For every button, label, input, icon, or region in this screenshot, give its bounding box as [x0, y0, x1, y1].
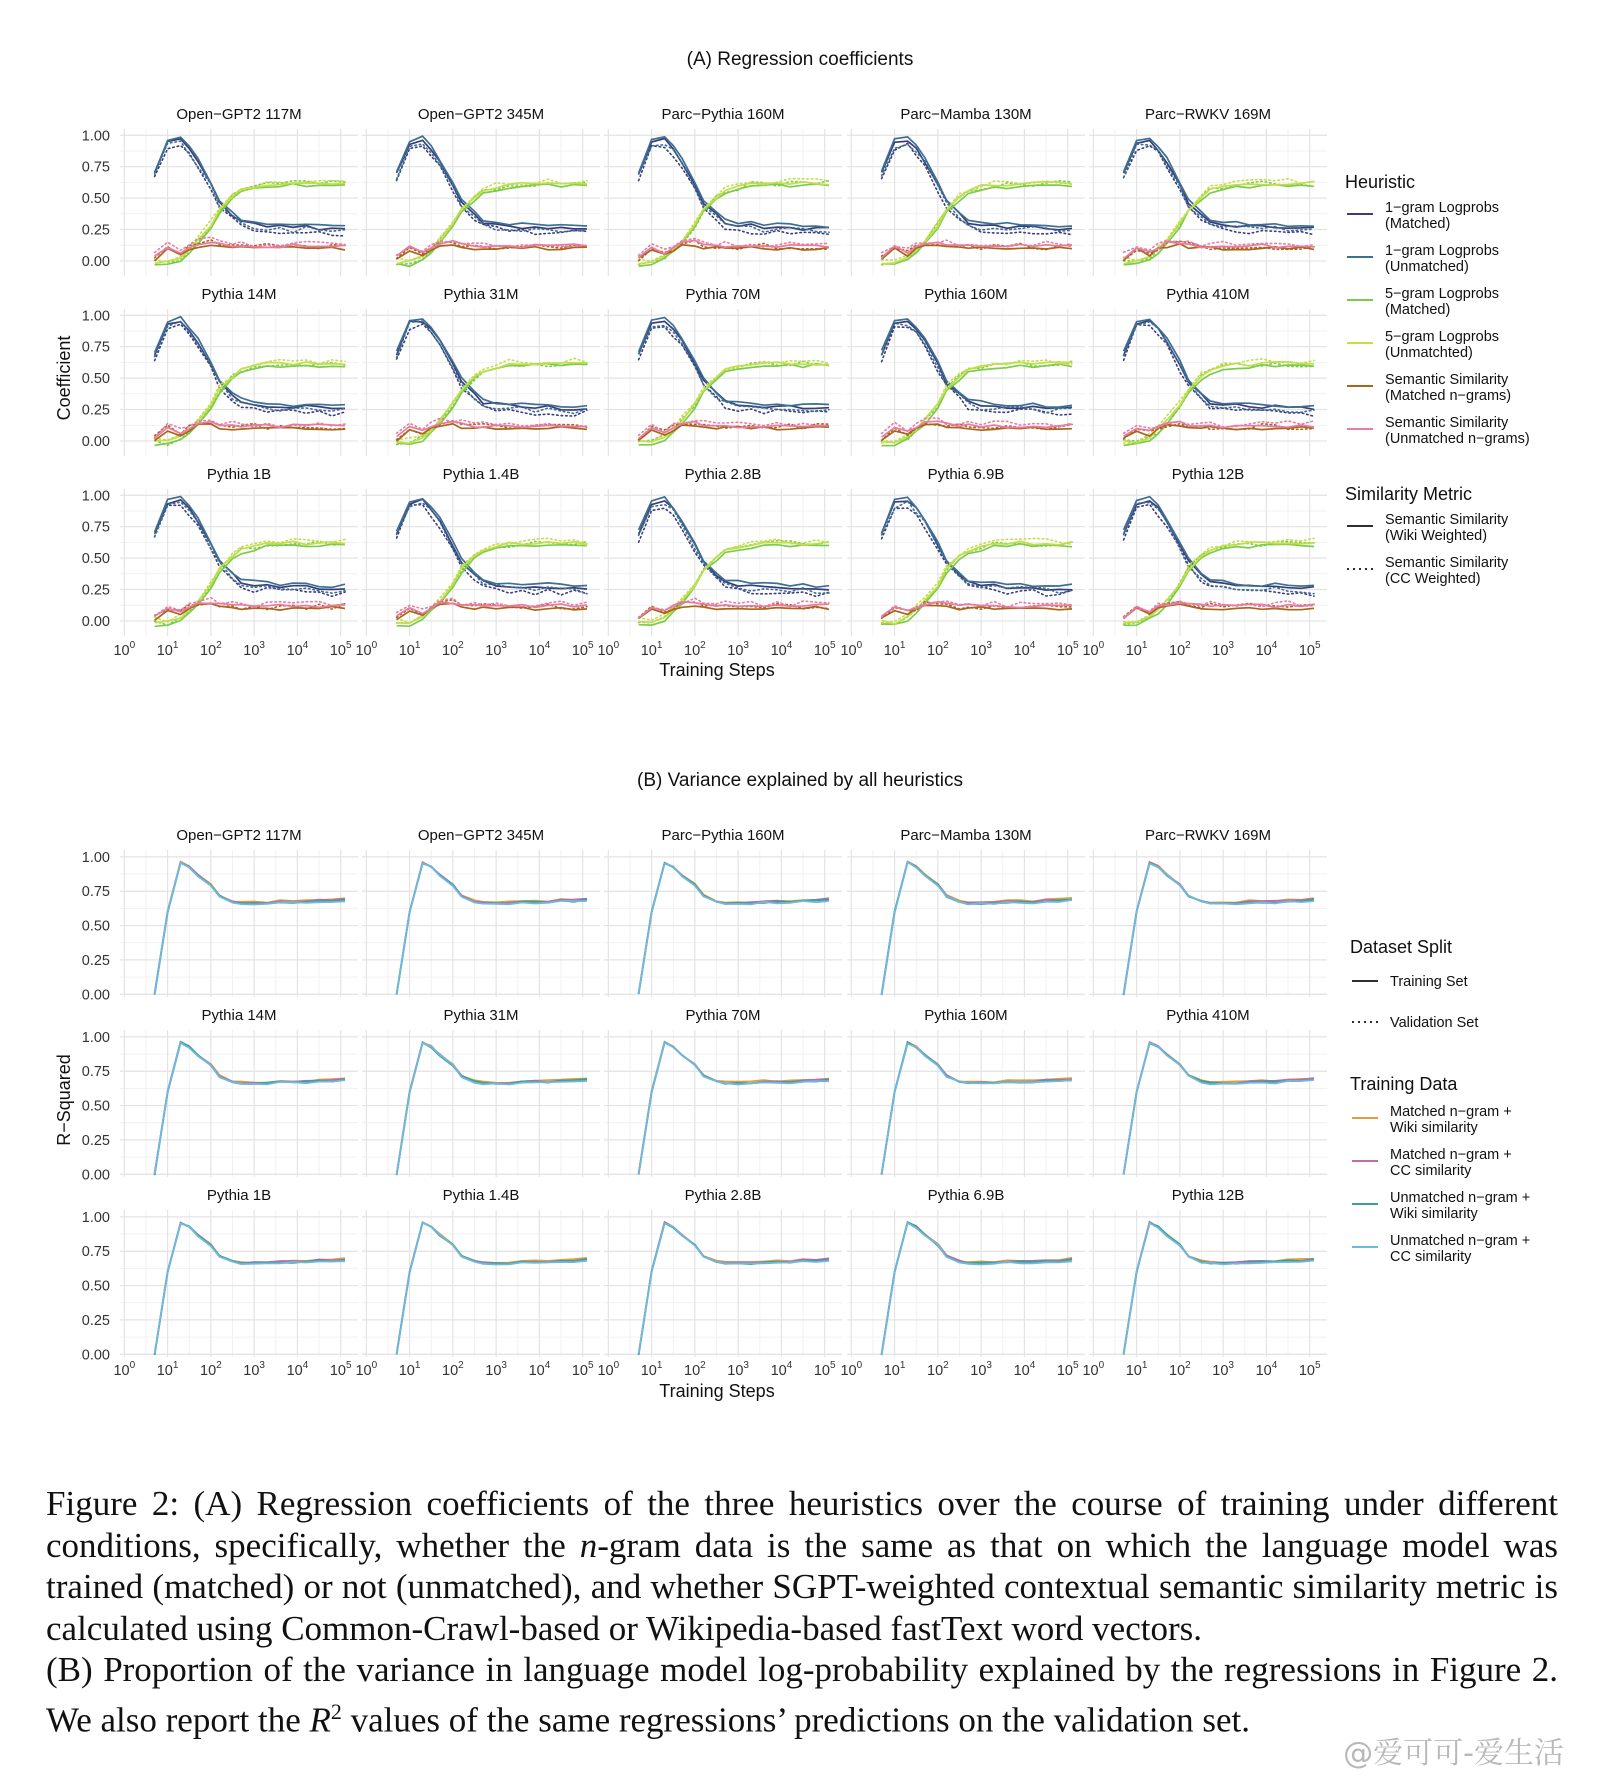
legend-title: Training Data	[1350, 1074, 1458, 1094]
caption-text-b: -gram data is the same as that on which the language model was trained (matched) or not (unmatched), and whether SGPT-weighted contextual semantic similarity metric is calculated using Common-Crawl-based or Wikipedia-based fastText word vectors.	[46, 1525, 1558, 1648]
x-tick-label: $10^2$	[927, 1360, 949, 1379]
y-tick-label: 0.25	[81, 952, 110, 969]
x-tick-label: $10^4$	[1013, 640, 1036, 659]
x-tick-label: $10^1$	[156, 640, 179, 659]
x-tick-label: $10^4$	[770, 1360, 793, 1379]
facet-title: Parc−RWKV 169M	[1144, 106, 1272, 123]
watermark: @爱可可-爱生活	[1343, 1736, 1564, 1771]
x-tick-label: $10^2$	[1169, 1360, 1191, 1379]
y-tick-label: 0.50	[81, 918, 110, 935]
y-tick-label: 0.75	[81, 1244, 110, 1261]
caption-text-d: values of the same regressions’ predictions on the validation set.	[341, 1700, 1251, 1740]
facet-panel	[82, 466, 358, 659]
facet-panel	[362, 827, 600, 997]
y-tick-label: 0.75	[81, 339, 110, 356]
caption-text-a: Figure 2: (A) Regression coefficients of the three heuristics over the course of training under different conditions, specifically, whether the	[46, 1484, 1558, 1565]
facet-panel	[597, 1187, 842, 1379]
facet-title: Open−GPT2 117M	[176, 827, 302, 844]
y-tick-label: 0.75	[81, 1064, 110, 1081]
x-tick-label: $10^5$	[1298, 640, 1321, 659]
y-tick-label: 0.00	[81, 253, 110, 270]
panel-b-grid	[82, 827, 1327, 1379]
facet-title: Pythia 1.4B	[442, 1187, 520, 1204]
legend-label: 1−gram Logprobs	[1385, 200, 1500, 216]
panel-a-grid	[82, 106, 1327, 659]
legend-label: Training Set	[1390, 974, 1468, 990]
legend-label: Matched n−gram +	[1390, 1147, 1512, 1163]
legend-label: (Matched)	[1385, 302, 1451, 318]
legend-label: CC similarity	[1390, 1249, 1472, 1265]
x-tick-label: $10^0$	[597, 1360, 620, 1379]
facet-panel	[1089, 286, 1327, 456]
figure-caption	[46, 1483, 1558, 1741]
legend-label: Wiki similarity	[1390, 1120, 1478, 1136]
legend-block	[1345, 484, 1509, 587]
y-tick-label: 0.25	[81, 402, 110, 419]
x-tick-label: $10^1$	[640, 640, 663, 659]
x-tick-label: $10^0$	[840, 1360, 863, 1379]
facet-title: Parc−Mamba 130M	[900, 827, 1032, 844]
facet-panel	[1089, 827, 1327, 997]
x-tick-label: $10^0$	[840, 640, 863, 659]
facet-title: Open−GPT2 117M	[176, 106, 302, 123]
y-tick-label: 0.00	[81, 987, 110, 1004]
facet-panel	[604, 106, 842, 276]
panel-b-title: (B) Variance explained by all heuristics	[637, 770, 963, 791]
legend-label: (Matched)	[1385, 216, 1451, 232]
x-tick-label: $10^5$	[813, 1360, 836, 1379]
y-tick-label: 1.00	[81, 1209, 110, 1226]
facet-title: Pythia 6.9B	[927, 466, 1005, 483]
panel-background	[604, 1210, 842, 1357]
x-tick-label: $10^5$	[571, 640, 594, 659]
facet-title: Parc−Mamba 130M	[900, 106, 1032, 123]
legend-block	[1350, 937, 1478, 1031]
facet-title: Pythia 2.8B	[684, 466, 762, 483]
panel-background	[1089, 1210, 1327, 1357]
legend-label: 5−gram Logprobs	[1385, 329, 1500, 345]
legend-label: Validation Set	[1390, 1015, 1479, 1031]
facet-title: Pythia 70M	[685, 286, 761, 303]
facet-panel	[1082, 1187, 1327, 1379]
facet-panel	[82, 106, 358, 276]
caption-text-c: (B) Proportion of the variance in language model log-probability explained by the regressions in Figure 2. We also report the	[46, 1650, 1558, 1740]
panel-background	[362, 1210, 600, 1357]
facet-panel	[604, 1007, 842, 1177]
x-tick-label: $10^0$	[1082, 640, 1105, 659]
x-tick-label: $10^2$	[442, 640, 464, 659]
panel-b-ylabel: R−Squared	[54, 1054, 74, 1146]
facet-panel	[1089, 106, 1327, 276]
y-tick-label: 1.00	[81, 849, 110, 866]
facet-title: Pythia 1.4B	[442, 466, 520, 483]
x-tick-label: $10^3$	[970, 640, 992, 659]
y-tick-label: 0.50	[81, 551, 110, 568]
panel-background	[604, 1030, 842, 1177]
facet-title: Parc−Pythia 160M	[661, 106, 785, 123]
caption-part-a-paragraph	[46, 1483, 1558, 1649]
x-tick-label: $10^0$	[1082, 1360, 1105, 1379]
facet-panel	[1082, 466, 1327, 659]
facet-title: Pythia 410M	[1166, 286, 1250, 303]
x-tick-label: $10^4$	[286, 640, 309, 659]
legend-label: Unmatched n−gram +	[1390, 1233, 1531, 1249]
facet-panel	[847, 286, 1085, 456]
facet-panel	[847, 827, 1085, 997]
facet-panel	[604, 827, 842, 997]
legend-label: (Unmatched n−grams)	[1385, 431, 1530, 447]
y-tick-label: 0.25	[81, 1132, 110, 1149]
legend-label: (CC Weighted)	[1385, 571, 1481, 587]
x-tick-label: $10^2$	[684, 640, 706, 659]
x-tick-label: $10^2$	[684, 1360, 706, 1379]
facet-panel	[847, 106, 1085, 276]
panel-background	[362, 1030, 600, 1177]
x-tick-label: $10^0$	[355, 1360, 378, 1379]
legend-label: (Unmatchted)	[1385, 345, 1473, 361]
x-tick-label: $10^0$	[113, 1360, 136, 1379]
facet-title: Pythia 12B	[1171, 1187, 1245, 1204]
x-tick-label: $10^3$	[1212, 1360, 1234, 1379]
x-tick-label: $10^1$	[156, 1360, 179, 1379]
caption-r-italic: R	[309, 1700, 331, 1740]
y-tick-label: 0.25	[81, 222, 110, 239]
x-tick-label: $10^4$	[1255, 1360, 1278, 1379]
x-tick-label: $10^3$	[970, 1360, 992, 1379]
y-tick-label: 0.25	[81, 582, 110, 599]
y-tick-label: 1.00	[81, 128, 110, 145]
panel-b-xlabel: Training Steps	[659, 1381, 775, 1401]
facet-panel	[355, 1187, 600, 1379]
facet-panel	[604, 286, 842, 456]
y-tick-label: 0.50	[81, 191, 110, 208]
facet-panel	[82, 286, 358, 456]
facet-panel	[82, 1007, 358, 1183]
x-tick-label: $10^1$	[398, 1360, 421, 1379]
x-tick-label: $10^3$	[243, 1360, 265, 1379]
facet-panel	[362, 106, 600, 276]
panel-a-xlabel: Training Steps	[659, 660, 775, 680]
facet-panel	[840, 466, 1085, 659]
x-tick-label: $10^1$	[398, 640, 421, 659]
panel-a-ylabel: Coefficient	[54, 335, 74, 421]
x-tick-label: $10^5$	[329, 640, 352, 659]
facet-title: Pythia 12B	[1171, 466, 1245, 483]
x-tick-label: $10^2$	[200, 640, 222, 659]
caption-part-b-paragraph	[46, 1649, 1558, 1741]
x-tick-label: $10^4$	[528, 1360, 551, 1379]
legend-label: Wiki similarity	[1390, 1206, 1478, 1222]
facet-title: Pythia 160M	[924, 1007, 1008, 1024]
facet-panel	[840, 1187, 1085, 1379]
panel-background	[1089, 850, 1327, 997]
legend-label: (Unmatched)	[1385, 259, 1469, 275]
x-tick-label: $10^3$	[485, 640, 507, 659]
facet-panel	[362, 1007, 600, 1177]
y-tick-label: 0.75	[81, 519, 110, 536]
y-tick-label: 0.50	[81, 1098, 110, 1115]
panel-background	[604, 850, 842, 997]
panel-background	[120, 850, 358, 997]
facet-panel	[355, 466, 600, 659]
legend-label: Matched n−gram +	[1390, 1104, 1512, 1120]
facet-panel	[1089, 1007, 1327, 1177]
x-tick-label: $10^1$	[1125, 1360, 1148, 1379]
x-tick-label: $10^2$	[442, 1360, 464, 1379]
panel-a-title: (A) Regression coefficients	[686, 49, 914, 70]
x-tick-label: $10^0$	[597, 640, 620, 659]
legend-block	[1350, 1074, 1530, 1265]
legend-block	[1345, 172, 1530, 447]
y-tick-label: 0.00	[81, 613, 110, 630]
facet-panel	[597, 466, 842, 659]
facet-panel	[362, 286, 600, 456]
caption-r-superscript: 2	[330, 1698, 342, 1724]
panel-background	[120, 1030, 358, 1177]
panel-background	[1089, 1030, 1327, 1177]
x-tick-label: $10^3$	[727, 1360, 749, 1379]
x-tick-label: $10^5$	[1056, 1360, 1079, 1379]
y-tick-label: 0.00	[81, 433, 110, 450]
x-tick-label: $10^0$	[113, 640, 136, 659]
facet-title: Pythia 1B	[206, 1187, 272, 1204]
x-tick-label: $10^1$	[883, 640, 906, 659]
x-tick-label: $10^5$	[813, 640, 836, 659]
legend-label: Unmatched n−gram +	[1390, 1190, 1531, 1206]
x-tick-label: $10^3$	[727, 640, 749, 659]
caption-n-italic: n	[579, 1525, 598, 1565]
legend-label: Semantic Similarity	[1385, 555, 1509, 571]
x-tick-label: $10^5$	[571, 1360, 594, 1379]
facet-title: Parc−Pythia 160M	[661, 827, 785, 844]
panel-background	[847, 1030, 1085, 1177]
facet-title: Pythia 31M	[443, 286, 519, 303]
x-tick-label: $10^1$	[883, 1360, 906, 1379]
legend-label: CC similarity	[1390, 1163, 1472, 1179]
x-tick-label: $10^2$	[200, 1360, 222, 1379]
legend-label: 5−gram Logprobs	[1385, 286, 1500, 302]
y-tick-label: 0.50	[81, 371, 110, 388]
x-tick-label: $10^2$	[1169, 640, 1191, 659]
x-tick-label: $10^4$	[528, 640, 551, 659]
legend-title: Similarity Metric	[1345, 484, 1473, 504]
legend-title: Dataset Split	[1350, 937, 1453, 957]
facet-panel	[82, 1187, 358, 1379]
legend-label: (Wiki Weighted)	[1385, 528, 1488, 544]
x-tick-label: $10^5$	[1298, 1360, 1321, 1379]
facet-title: Parc−RWKV 169M	[1144, 827, 1272, 844]
y-tick-label: 0.50	[81, 1278, 110, 1295]
y-tick-label: 1.00	[81, 488, 110, 505]
y-tick-label: 0.75	[81, 884, 110, 901]
facet-title: Pythia 31M	[443, 1007, 519, 1024]
x-tick-label: $10^4$	[1255, 640, 1278, 659]
legend-label: Semantic Similarity	[1385, 372, 1509, 388]
facet-panel	[82, 827, 358, 1003]
y-tick-label: 0.75	[81, 159, 110, 176]
panel-b-legends	[1350, 937, 1530, 1265]
panel-background	[362, 850, 600, 997]
x-tick-label: $10^1$	[640, 1360, 663, 1379]
y-tick-label: 1.00	[81, 308, 110, 325]
y-tick-label: 1.00	[81, 1029, 110, 1046]
facet-title: Pythia 1B	[206, 466, 272, 483]
x-tick-label: $10^3$	[243, 640, 265, 659]
x-tick-label: $10^4$	[1013, 1360, 1036, 1379]
y-tick-label: 0.00	[81, 1167, 110, 1184]
x-tick-label: $10^5$	[1056, 640, 1079, 659]
facet-title: Pythia 70M	[685, 1007, 761, 1024]
facet-title: Pythia 410M	[1166, 1007, 1250, 1024]
facet-title: Pythia 2.8B	[684, 1187, 762, 1204]
facet-title: Pythia 6.9B	[927, 1187, 1005, 1204]
facet-panel	[847, 1007, 1085, 1177]
legend-label: (Matched n−grams)	[1385, 388, 1512, 404]
y-tick-label: 0.25	[81, 1312, 110, 1329]
x-tick-label: $10^0$	[355, 640, 378, 659]
x-tick-label: $10^3$	[1212, 640, 1234, 659]
facet-title: Open−GPT2 345M	[417, 827, 545, 844]
legend-label: Semantic Similarity	[1385, 512, 1509, 528]
panel-background	[120, 1210, 358, 1357]
panel-background	[847, 850, 1085, 997]
facet-title: Pythia 14M	[201, 286, 277, 303]
x-tick-label: $10^4$	[770, 640, 793, 659]
panel-background	[847, 1210, 1085, 1357]
y-tick-label: 0.00	[81, 1347, 110, 1364]
legend-title: Heuristic	[1345, 172, 1416, 192]
facet-title: Pythia 14M	[201, 1007, 277, 1024]
x-tick-label: $10^4$	[286, 1360, 309, 1379]
legend-label: 1−gram Logprobs	[1385, 243, 1500, 259]
x-tick-label: $10^2$	[927, 640, 949, 659]
facet-title: Open−GPT2 345M	[417, 106, 545, 123]
x-tick-label: $10^1$	[1125, 640, 1148, 659]
facet-title: Pythia 160M	[924, 286, 1008, 303]
legend-label: Semantic Similarity	[1385, 415, 1509, 431]
x-tick-label: $10^3$	[485, 1360, 507, 1379]
panel-a-legends	[1345, 172, 1530, 587]
x-tick-label: $10^5$	[329, 1360, 352, 1379]
